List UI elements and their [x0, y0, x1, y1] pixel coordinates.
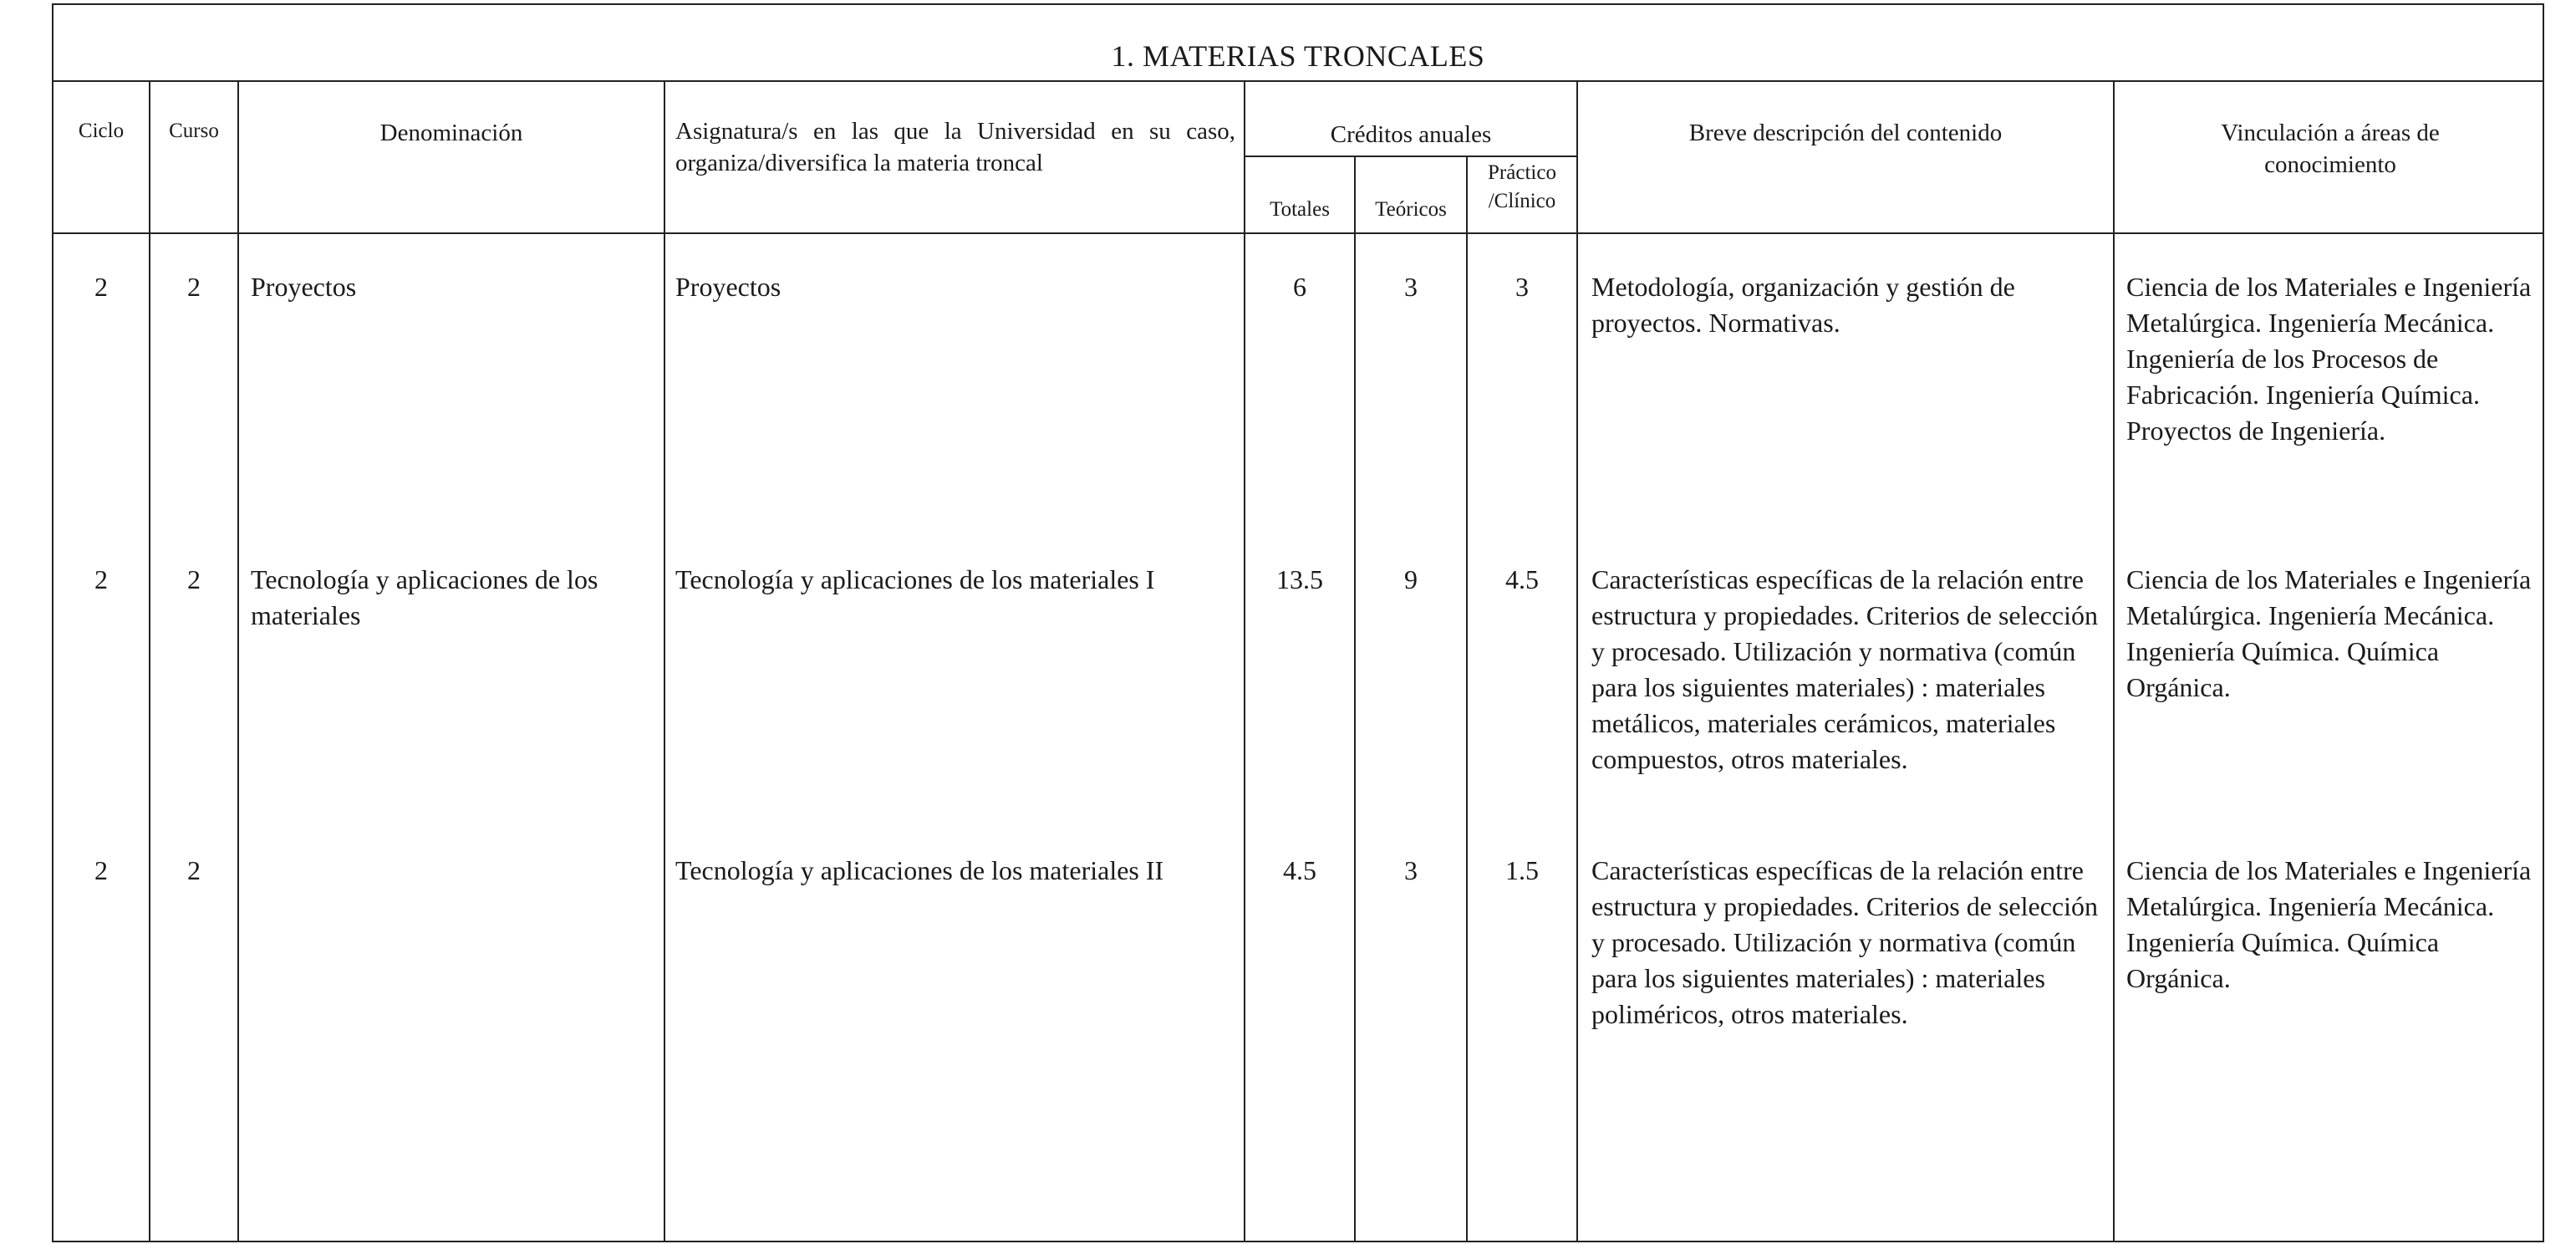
- row1-asignatura: Proyectos: [675, 272, 781, 302]
- table-title: 1. MATERIAS TRONCALES: [1111, 39, 1485, 73]
- rule-descripcion-vinculacion: [2113, 82, 2115, 1241]
- row2-asignatura: Tecnología y aplicaciones de los materiales I: [675, 564, 1155, 594]
- header-practico-clinico: Práctico /Clínico: [1488, 161, 1556, 212]
- row2-descripcion: Características específicas de la relación entre estructura y propiedades. Criterios de selección y procesado. Utilización y normativa (común para los siguientes materiales) : materiales metálicos, materiales cerámicos, materiales compuestos, otros materiales.: [1591, 564, 2098, 774]
- row2-curso: 2: [187, 564, 201, 594]
- row2-teoricos: 9: [1404, 564, 1418, 594]
- row2-vinculacion: Ciencia de los Materiales e Ingeniería Metalúrgica. Ingeniería Mecánica. Ingeniería Química. Química Orgánica.: [2126, 564, 2532, 702]
- table-title-band: [53, 5, 2543, 82]
- row3-practico: 1.5: [1505, 855, 1539, 885]
- header-ciclo: Ciclo: [78, 120, 125, 142]
- row1-descripcion: Metodología, organización y gestión de proyectos. Normativas.: [1591, 272, 2015, 338]
- rule-curso-denominacion: [237, 82, 239, 1241]
- row3-curso: 2: [187, 855, 201, 885]
- row2-ciclo: 2: [94, 564, 108, 594]
- row1-practico: 3: [1515, 272, 1529, 302]
- header-curso: Curso: [169, 120, 219, 142]
- row2-denominacion: Tecnología y aplicaciones de los materiales: [251, 564, 598, 630]
- rule-creditos-descripcion: [1576, 82, 1578, 1241]
- row2-totales: 13.5: [1276, 564, 1323, 594]
- row1-totales: 6: [1293, 272, 1306, 302]
- rule-header-bottom: [53, 232, 2543, 234]
- header-breve-descripcion: Breve descripción del contenido: [1688, 120, 2003, 146]
- header-vinculacion-areas: Vinculación a áreas de conocimiento: [2221, 120, 2440, 178]
- rule-asignatura-creditos: [1244, 82, 1245, 1241]
- header-totales: Totales: [1270, 198, 1330, 221]
- header-teoricos: Teóricos: [1375, 198, 1447, 221]
- row1-vinculacion: Ciencia de los Materiales e Ingeniería Metalúrgica. Ingeniería Mecánica. Ingeniería de los Procesos de Fabricación. Ingeniería Química. Proyectos de Ingeniería.: [2126, 272, 2532, 446]
- row1-denominacion: Proyectos: [251, 272, 357, 302]
- rule-ciclo-curso: [149, 82, 150, 1241]
- rule-denominacion-asignatura: [664, 82, 665, 1241]
- header-asignatura: Asignatura/s en las que la Universidad en su caso, organiza/diversifica la materia troncal: [675, 118, 1235, 176]
- materias-troncales-table: [52, 3, 2544, 1242]
- row1-ciclo: 2: [94, 272, 108, 302]
- row1-teoricos: 3: [1404, 272, 1418, 302]
- row3-ciclo: 2: [94, 855, 108, 885]
- row3-descripcion: Características específicas de la relación entre estructura y propiedades. Criterios de selección y procesado. Utilización y normativa (común para los siguientes materiales) : materiales poliméricos, otros materiales.: [1591, 855, 2098, 1029]
- header-denominacion: Denominación: [379, 120, 523, 146]
- row3-asignatura: Tecnología y aplicaciones de los materiales II: [675, 855, 1164, 885]
- rule-teoricos-practico: [1466, 156, 1468, 1241]
- row1-curso: 2: [187, 272, 201, 302]
- rule-creditos-subheader: [1244, 156, 1576, 157]
- row3-totales: 4.5: [1283, 855, 1316, 885]
- header-creditos-anuales: Créditos anuales: [1330, 121, 1492, 148]
- row3-vinculacion: Ciencia de los Materiales e Ingeniería Metalúrgica. Ingeniería Mecánica. Ingeniería Química. Química Orgánica.: [2126, 855, 2532, 993]
- rule-totales-teoricos: [1354, 156, 1356, 1241]
- row3-teoricos: 3: [1404, 855, 1418, 885]
- row2-practico: 4.5: [1505, 564, 1539, 594]
